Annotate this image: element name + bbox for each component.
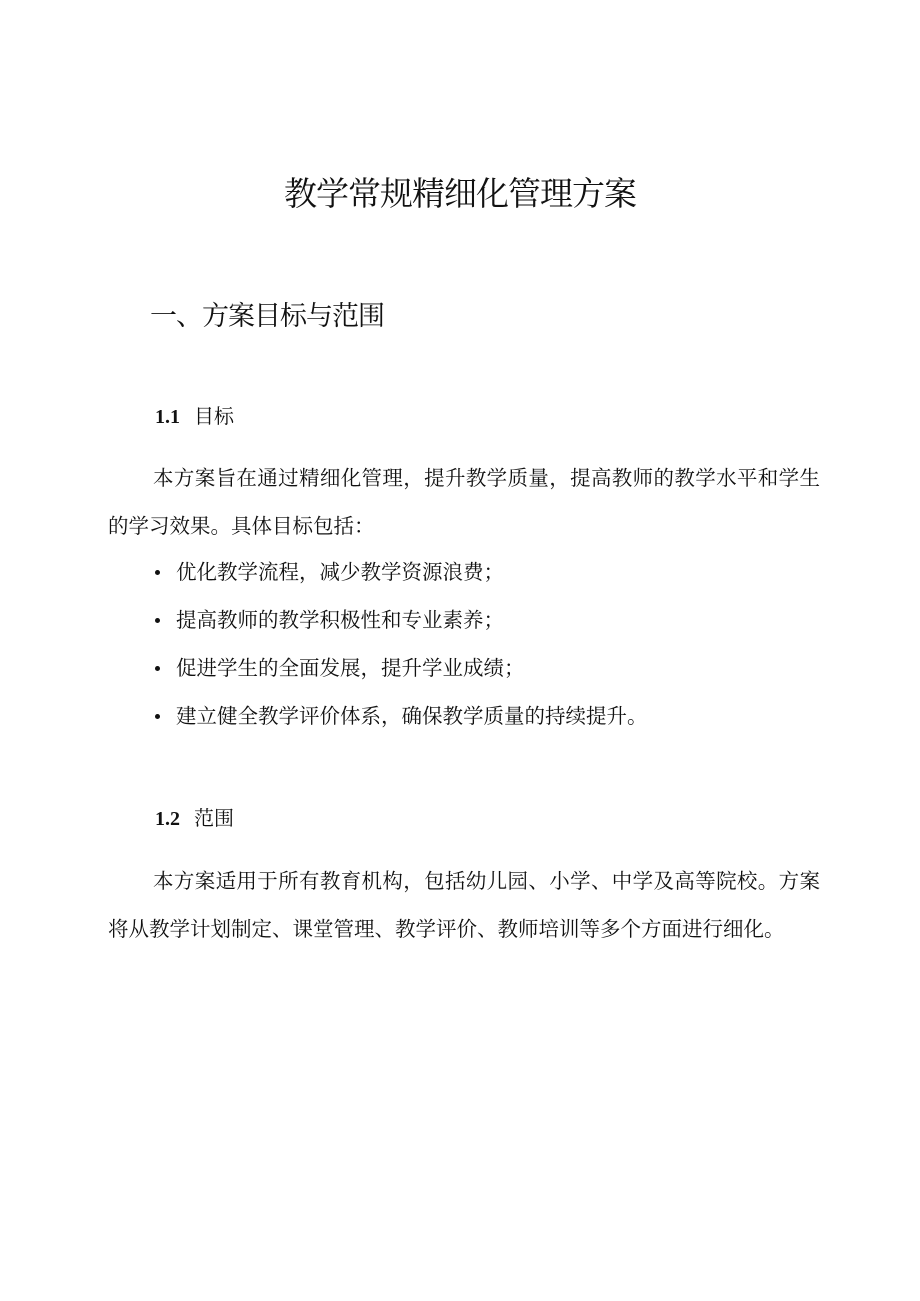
subheading-label: 目标 — [194, 404, 234, 428]
subheading-scope — [155, 802, 234, 831]
subheading-number: 1.1 — [155, 406, 180, 428]
list-item-text: 促进学生的全面发展，提升学业成绩； — [176, 656, 525, 680]
subheading-label: 范围 — [194, 806, 234, 830]
list-item — [152, 596, 648, 644]
list-item-text: 提高教师的教学积极性和专业素养； — [176, 608, 504, 632]
list-item — [152, 644, 648, 692]
scope-paragraph: 本方案适用于所有教育机构，包括幼儿园、小学、中学及高等院校。方案将从教学计划制定、课堂管理、教学评价、教师培训等多个方面进行细化。 — [108, 869, 820, 941]
bullet-icon — [155, 618, 160, 623]
bullet-icon — [155, 666, 160, 671]
list-item — [152, 692, 648, 740]
bullet-icon — [155, 570, 160, 575]
subheading-number: 1.2 — [155, 808, 180, 830]
subheading-goals — [155, 400, 234, 429]
section-heading: 一、方案目标与范围 — [150, 301, 384, 332]
list-item — [152, 548, 648, 596]
goals-paragraph: 本方案旨在通过精细化管理，提升教学质量，提高教师的教学水平和学生的学习效果。具体目标包括： — [108, 466, 820, 538]
document-title: 教学常规精细化管理方案 — [284, 174, 636, 213]
list-item-text: 建立健全教学评价体系，确保教学质量的持续提升。 — [176, 704, 648, 728]
bullet-icon — [155, 714, 160, 719]
list-item-text: 优化教学流程，减少教学资源浪费； — [176, 560, 504, 584]
goals-bullet-list — [152, 548, 648, 740]
